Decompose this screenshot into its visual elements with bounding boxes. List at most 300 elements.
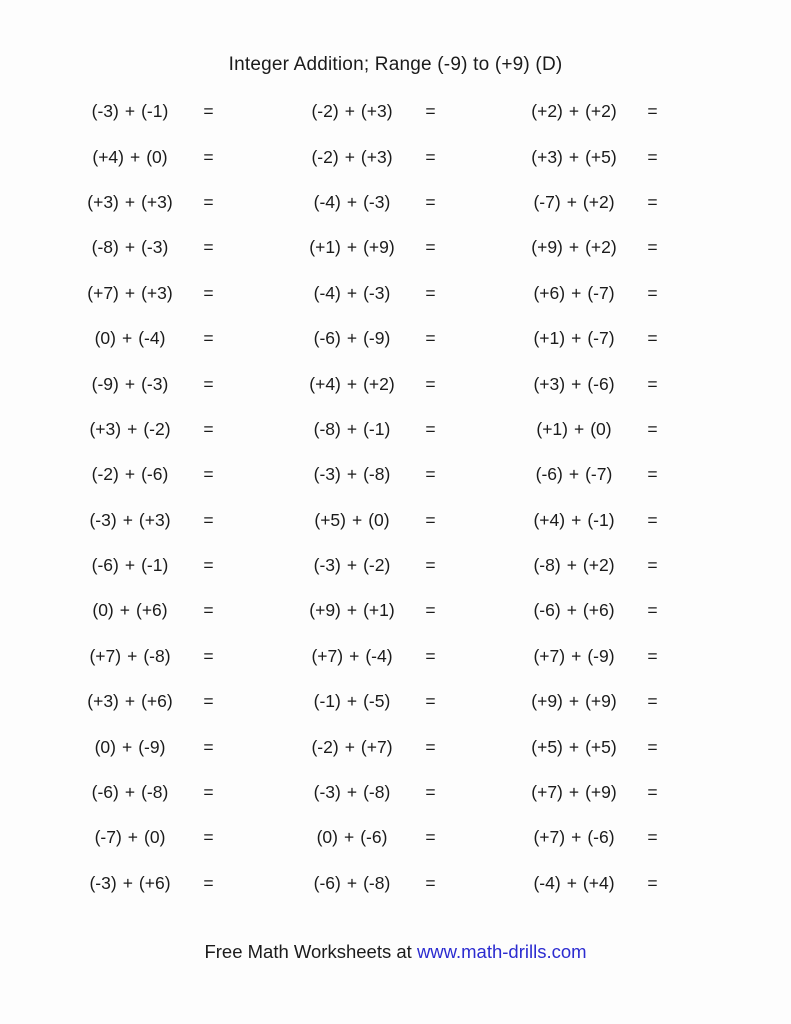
- operand-a: (-4): [533, 872, 561, 893]
- problem-expression: [292, 646, 412, 667]
- equals-sign: =: [203, 328, 214, 349]
- plus-sign: +: [566, 872, 577, 893]
- operand-a: (+3): [89, 418, 122, 439]
- operand-b: (+2): [582, 555, 615, 576]
- problem-row: [0, 634, 791, 679]
- operand-a: (+4): [309, 373, 341, 394]
- problem: [292, 782, 449, 803]
- problem: [292, 283, 449, 304]
- equals-sign: =: [647, 736, 658, 757]
- problem-row: [0, 89, 791, 134]
- problem: [70, 600, 227, 621]
- equals-sign: =: [203, 691, 214, 712]
- operand-a: (+1): [536, 418, 568, 439]
- problem-expression: [514, 782, 634, 803]
- equals-sign: =: [425, 328, 436, 349]
- worksheet-title: Integer Addition; Range (-9) to (+9) (D): [228, 54, 563, 75]
- problem-row: [0, 134, 791, 179]
- plus-sign: +: [568, 146, 580, 167]
- problem: [514, 237, 671, 258]
- operand-a: (0): [94, 328, 116, 349]
- operand-b: (-8): [143, 645, 171, 666]
- equals-sign: =: [203, 146, 214, 167]
- operand-b: (-5): [363, 691, 391, 712]
- footer-text: Free Math Worksheets at: [204, 941, 417, 962]
- equals-sign: =: [203, 464, 214, 485]
- problem-expression: [70, 192, 190, 213]
- operand-a: (-3): [313, 464, 341, 485]
- plus-sign: +: [566, 555, 577, 576]
- problem-row: [0, 180, 791, 225]
- problem: [292, 737, 449, 758]
- problem: [514, 419, 671, 440]
- problem: [514, 374, 671, 395]
- plus-sign: +: [571, 509, 582, 530]
- plus-sign: +: [566, 191, 577, 212]
- problem-expression: [70, 328, 190, 349]
- equals-sign: =: [647, 464, 658, 485]
- operand-b: (-3): [141, 237, 169, 258]
- operand-a: (-4): [313, 191, 341, 212]
- operand-b: (+5): [585, 736, 617, 757]
- operand-b: (-1): [141, 555, 169, 576]
- problem: [292, 646, 449, 667]
- problem-expression: [70, 555, 190, 576]
- problem-expression: [514, 283, 634, 304]
- problem-expression: [292, 873, 412, 894]
- problem-expression: [514, 464, 634, 485]
- plus-sign: +: [124, 464, 136, 485]
- operand-a: (+3): [87, 691, 119, 712]
- problem-expression: [292, 147, 412, 168]
- plus-sign: +: [129, 146, 141, 167]
- plus-sign: +: [122, 872, 133, 893]
- problem-expression: [70, 101, 190, 122]
- operand-a: (+5): [314, 509, 346, 530]
- problem: [70, 782, 227, 803]
- operand-a: (+9): [309, 600, 341, 621]
- problem: [292, 600, 449, 621]
- operand-b: (+7): [360, 736, 393, 757]
- operand-b: (-9): [587, 645, 615, 666]
- problem-expression: [292, 101, 412, 122]
- operand-b: (+9): [585, 782, 617, 803]
- problem-expression: [514, 237, 634, 258]
- problem: [514, 283, 671, 304]
- problem-expression: [70, 646, 190, 667]
- operand-a: (-6): [91, 782, 119, 803]
- operand-b: (+1): [363, 600, 395, 621]
- problem-expression: [514, 873, 634, 894]
- problems-grid: [0, 89, 791, 906]
- problem-expression: [514, 555, 634, 576]
- equals-sign: =: [203, 872, 214, 893]
- problem-expression: [514, 646, 634, 667]
- operand-b: (-3): [141, 373, 169, 394]
- plus-sign: +: [124, 691, 136, 712]
- plus-sign: +: [571, 328, 582, 349]
- equals-sign: =: [647, 645, 658, 666]
- operand-a: (-3): [89, 509, 117, 530]
- problem-expression: [514, 827, 634, 848]
- problem: [70, 374, 227, 395]
- problem: [514, 147, 671, 168]
- problem-expression: [514, 374, 634, 395]
- equals-sign: =: [203, 101, 214, 122]
- equals-sign: =: [203, 282, 214, 303]
- problem: [70, 510, 227, 531]
- equals-sign: =: [425, 464, 436, 485]
- equals-sign: =: [425, 827, 436, 848]
- plus-sign: +: [346, 373, 358, 394]
- problem: [514, 691, 671, 712]
- operand-b: (-2): [143, 418, 171, 439]
- equals-sign: =: [647, 555, 658, 576]
- problem-row: [0, 316, 791, 361]
- operand-b: (+2): [363, 373, 395, 394]
- operand-b: (-9): [363, 328, 391, 349]
- operand-b: (+2): [585, 237, 617, 258]
- operand-b: (-1): [587, 509, 615, 530]
- problem: [70, 328, 227, 349]
- problem: [514, 555, 671, 576]
- operand-a: (-2): [311, 101, 339, 122]
- problem-expression: [70, 374, 190, 395]
- equals-sign: =: [203, 509, 214, 530]
- plus-sign: +: [351, 509, 363, 530]
- problem-expression: [292, 283, 412, 304]
- problem-expression: [292, 600, 412, 621]
- problem-expression: [292, 782, 412, 803]
- plus-sign: +: [573, 418, 585, 439]
- problem: [514, 782, 671, 803]
- equals-sign: =: [425, 872, 436, 893]
- plus-sign: +: [568, 691, 580, 712]
- equals-sign: =: [647, 191, 658, 212]
- operand-a: (-7): [533, 191, 561, 212]
- plus-sign: +: [344, 146, 355, 167]
- operand-a: (-6): [533, 600, 561, 621]
- operand-a: (+5): [531, 736, 563, 757]
- operand-a: (-3): [313, 782, 341, 803]
- operand-a: (-8): [91, 237, 119, 258]
- plus-sign: +: [346, 555, 358, 576]
- operand-a: (-6): [313, 328, 341, 349]
- problem-expression: [514, 147, 634, 168]
- operand-a: (-6): [535, 464, 563, 485]
- problem: [514, 600, 671, 621]
- plus-sign: +: [346, 328, 358, 349]
- equals-sign: =: [647, 101, 658, 122]
- equals-sign: =: [647, 282, 658, 303]
- operand-b: (-7): [587, 328, 615, 349]
- equals-sign: =: [425, 555, 436, 576]
- equals-sign: =: [647, 328, 658, 349]
- operand-b: (-7): [587, 282, 615, 303]
- operand-a: (-9): [91, 373, 119, 394]
- problem-expression: [292, 691, 412, 712]
- plus-sign: +: [571, 282, 582, 303]
- operand-b: (-8): [363, 782, 391, 803]
- problem-expression: [514, 600, 634, 621]
- equals-sign: =: [647, 146, 658, 167]
- plus-sign: +: [346, 282, 358, 303]
- plus-sign: +: [127, 418, 138, 439]
- problem: [514, 192, 671, 213]
- plus-sign: +: [127, 827, 139, 848]
- problem-row: [0, 770, 791, 815]
- plus-sign: +: [121, 328, 133, 349]
- problem-expression: [514, 691, 634, 712]
- problem: [292, 147, 449, 168]
- problem-expression: [70, 237, 190, 258]
- equals-sign: =: [647, 373, 658, 394]
- problem: [70, 827, 227, 848]
- problem-expression: [70, 691, 190, 712]
- problem-row: [0, 724, 791, 769]
- operand-b: (-7): [585, 464, 613, 485]
- problem-expression: [514, 101, 634, 122]
- plus-sign: +: [568, 101, 580, 122]
- problem: [292, 328, 449, 349]
- operand-a: (-2): [311, 736, 339, 757]
- operand-b: (-4): [365, 645, 393, 666]
- plus-sign: +: [124, 282, 136, 303]
- problem-expression: [292, 374, 412, 395]
- equals-sign: =: [647, 872, 658, 893]
- plus-sign: +: [346, 691, 358, 712]
- plus-sign: +: [346, 237, 358, 258]
- equals-sign: =: [425, 191, 436, 212]
- problem-expression: [70, 782, 190, 803]
- problem-expression: [292, 464, 412, 485]
- problem: [514, 827, 671, 848]
- problem: [70, 555, 227, 576]
- operand-b: (+6): [141, 691, 173, 712]
- math-drills-link[interactable]: www.math-drills.com: [416, 941, 587, 962]
- problem: [70, 691, 227, 712]
- plus-sign: +: [344, 101, 355, 122]
- problem-row: [0, 407, 791, 452]
- equals-sign: =: [647, 418, 658, 439]
- plus-sign: +: [568, 237, 580, 258]
- plus-sign: +: [127, 645, 138, 666]
- plus-sign: +: [124, 373, 136, 394]
- problem: [70, 101, 227, 122]
- problem: [70, 283, 227, 304]
- plus-sign: +: [121, 736, 133, 757]
- problem-expression: [514, 737, 634, 758]
- equals-sign: =: [647, 691, 658, 712]
- equals-sign: =: [647, 509, 658, 530]
- operand-a: (-8): [533, 555, 561, 576]
- problem-expression: [70, 464, 190, 485]
- operand-b: (+6): [136, 600, 168, 621]
- operand-a: (+3): [531, 146, 563, 167]
- problem-expression: [514, 510, 634, 531]
- operand-b: (-1): [141, 101, 169, 122]
- operand-a: (-6): [313, 872, 341, 893]
- equals-sign: =: [425, 237, 436, 258]
- operand-b: (-6): [587, 373, 615, 394]
- operand-b: (+3): [360, 146, 393, 167]
- problem: [514, 737, 671, 758]
- problem: [514, 646, 671, 667]
- problem-row: [0, 815, 791, 860]
- problem-row: [0, 361, 791, 406]
- problem: [70, 147, 227, 168]
- operand-b: (+3): [141, 191, 173, 212]
- equals-sign: =: [203, 827, 214, 848]
- operand-a: (+7): [89, 645, 122, 666]
- operand-a: (+7): [87, 282, 119, 303]
- equals-sign: =: [425, 782, 436, 803]
- operand-b: (-1): [363, 418, 391, 439]
- problem: [514, 328, 671, 349]
- equals-sign: =: [203, 736, 214, 757]
- problem: [292, 827, 449, 848]
- problem-expression: [292, 827, 412, 848]
- problem-expression: [292, 737, 412, 758]
- operand-a: (0): [316, 827, 338, 848]
- problem-row: [0, 679, 791, 724]
- operand-a: (+7): [533, 827, 566, 848]
- equals-sign: =: [203, 418, 214, 439]
- problem-expression: [292, 192, 412, 213]
- operand-b: (+6): [138, 872, 171, 893]
- plus-sign: +: [346, 418, 358, 439]
- equals-sign: =: [425, 600, 436, 621]
- problem: [70, 873, 227, 894]
- operand-a: (-3): [91, 101, 119, 122]
- operand-a: (-2): [311, 146, 339, 167]
- operand-a: (-3): [313, 555, 341, 576]
- plus-sign: +: [568, 464, 580, 485]
- operand-a: (+3): [87, 191, 119, 212]
- equals-sign: =: [425, 418, 436, 439]
- problem: [514, 464, 671, 485]
- equals-sign: =: [647, 237, 658, 258]
- operand-b: (-3): [363, 282, 391, 303]
- equals-sign: =: [647, 600, 658, 621]
- problem-expression: [514, 328, 634, 349]
- operand-b: (0): [146, 146, 168, 167]
- plus-sign: +: [122, 509, 133, 530]
- plus-sign: +: [568, 782, 580, 803]
- operand-b: (+3): [141, 282, 173, 303]
- problem: [70, 237, 227, 258]
- problem-expression: [514, 419, 634, 440]
- operand-b: (+5): [585, 146, 617, 167]
- equals-sign: =: [425, 101, 436, 122]
- operand-b: (-6): [360, 827, 388, 848]
- problem: [292, 192, 449, 213]
- plus-sign: +: [346, 191, 358, 212]
- problem-row: [0, 271, 791, 316]
- plus-sign: +: [124, 555, 136, 576]
- problem: [70, 646, 227, 667]
- equals-sign: =: [203, 600, 214, 621]
- plus-sign: +: [571, 827, 582, 848]
- operand-a: (-1): [313, 691, 341, 712]
- operand-a: (+4): [533, 509, 566, 530]
- plus-sign: +: [124, 782, 136, 803]
- equals-sign: =: [203, 645, 214, 666]
- problem-expression: [70, 283, 190, 304]
- operand-a: (+7): [311, 645, 344, 666]
- problem: [292, 464, 449, 485]
- operand-a: (-2): [91, 464, 119, 485]
- equals-sign: =: [203, 782, 214, 803]
- plus-sign: +: [568, 736, 580, 757]
- problem-expression: [70, 600, 190, 621]
- plus-sign: +: [346, 600, 358, 621]
- problem: [292, 374, 449, 395]
- problem: [70, 419, 227, 440]
- equals-sign: =: [647, 827, 658, 848]
- plus-sign: +: [124, 191, 136, 212]
- operand-a: (+1): [533, 328, 566, 349]
- problem: [514, 101, 671, 122]
- operand-a: (+4): [92, 146, 124, 167]
- problem: [70, 192, 227, 213]
- problem: [292, 101, 449, 122]
- operand-a: (+9): [531, 237, 563, 258]
- problem-expression: [70, 737, 190, 758]
- operand-b: (-8): [363, 464, 391, 485]
- operand-b: (+2): [582, 191, 615, 212]
- problem: [70, 737, 227, 758]
- operand-b: (-8): [141, 782, 169, 803]
- plus-sign: +: [346, 872, 358, 893]
- operand-b: (+4): [582, 872, 615, 893]
- equals-sign: =: [425, 736, 436, 757]
- plus-sign: +: [349, 645, 360, 666]
- operand-a: (0): [94, 736, 116, 757]
- problem: [292, 555, 449, 576]
- plus-sign: +: [346, 782, 358, 803]
- problem: [292, 510, 449, 531]
- operand-a: (+3): [533, 373, 566, 394]
- equals-sign: =: [425, 691, 436, 712]
- operand-b: (-3): [363, 191, 391, 212]
- problem-expression: [292, 237, 412, 258]
- operand-a: (+1): [309, 237, 341, 258]
- problem-expression: [514, 192, 634, 213]
- plus-sign: +: [566, 600, 577, 621]
- problem: [514, 873, 671, 894]
- operand-b: (+9): [585, 691, 617, 712]
- equals-sign: =: [425, 146, 436, 167]
- plus-sign: +: [571, 373, 582, 394]
- plus-sign: +: [571, 645, 582, 666]
- operand-a: (-4): [313, 282, 341, 303]
- equals-sign: =: [425, 509, 436, 530]
- problem-expression: [70, 827, 190, 848]
- operand-b: (+3): [138, 509, 171, 530]
- operand-b: (-8): [363, 872, 391, 893]
- problem-row: [0, 543, 791, 588]
- plus-sign: +: [119, 600, 130, 621]
- problem: [292, 237, 449, 258]
- operand-b: (+3): [360, 101, 393, 122]
- problem-expression: [70, 873, 190, 894]
- operand-a: (+9): [531, 691, 563, 712]
- operand-a: (+2): [531, 101, 563, 122]
- operand-b: (+2): [585, 101, 617, 122]
- problem-expression: [292, 328, 412, 349]
- operand-b: (0): [368, 509, 390, 530]
